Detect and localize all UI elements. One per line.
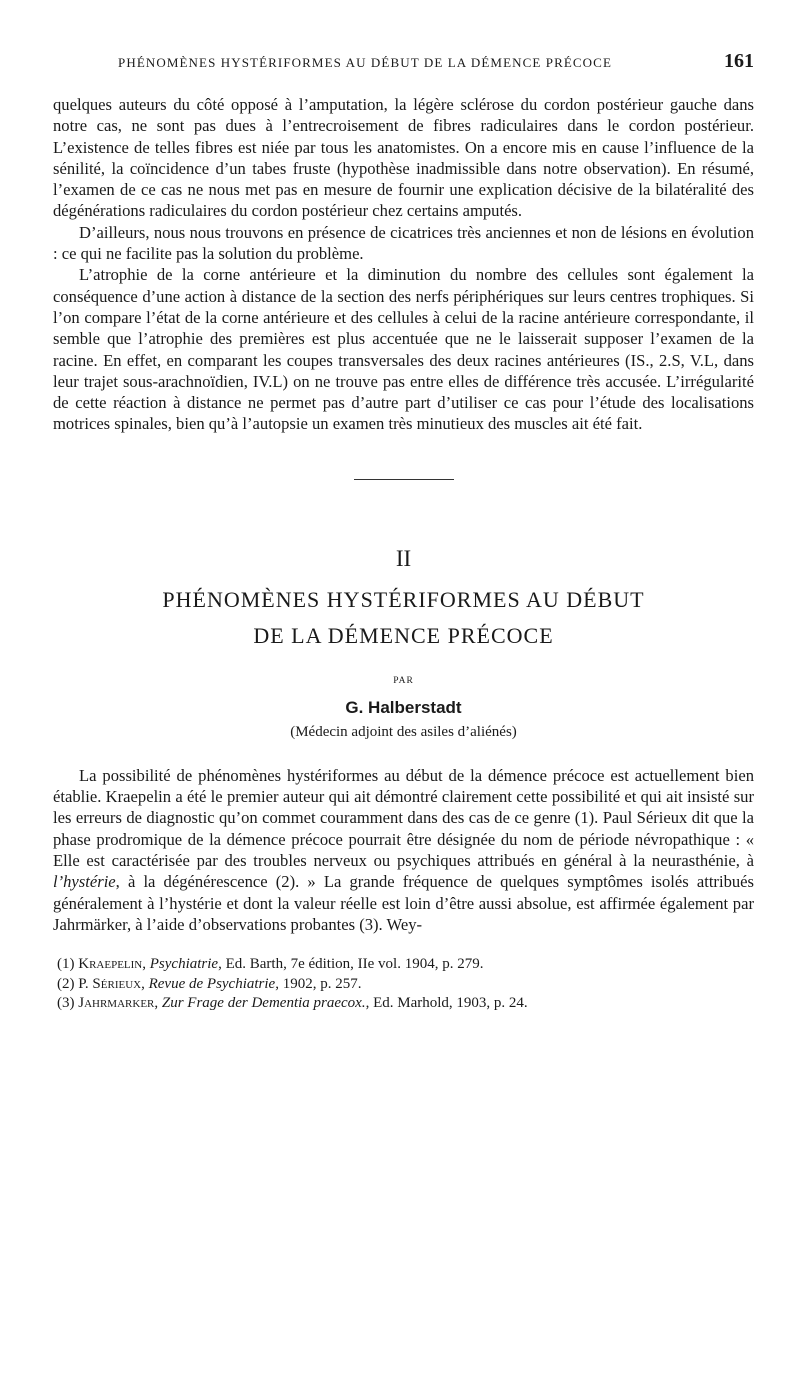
- footnote-details: , Ed. Barth, 7e édition, IIe vol. 1904, p. 279.: [218, 956, 484, 973]
- author-affiliation: (Médecin adjoint des asiles d’aliénés): [290, 723, 517, 740]
- footnote-details: , Ed. Marhold, 1903, p. 24.: [365, 995, 528, 1012]
- article-title: [53, 582, 754, 654]
- footnote: [53, 975, 754, 995]
- footnote-mark: (3): [57, 995, 79, 1012]
- paragraph-continued: quelques auteurs du côté opposé à l’amputation, la légère sclérose du cordon postérieur gauche dans notre cas, ne sont pas dues à l’entrecroisement de fibres radiculaires dans le cordon postérieur. L’existence de telles fibres est niée par tous les anatomistes. On a encore mis en cause l’influence de la sénilité, la coïncidence d’un tabes fruste (hypothèse inadmissible dans notre observation). En résumé, l’examen de ce cas ne nous met pas en mesure de fournir une explication décisive de la bilatéralité des dégénérations radiculaires du cordon postérieur chez certains amputés.: [53, 95, 754, 221]
- running-header: [118, 50, 754, 73]
- paragraph-text: La possibilité de phénomènes hystériformes au début de la démence précoce est actuellement bien établie. Kraepelin a été le premier auteur qui ait démontré clairement cette possibilité et qui ait insisté sur les erreurs de diagnostic qu’on commet couramment dans des cas de ce genre (1). Paul Sérieux dit que la phase prodromique de la démence précoce pourrait être désignée du nom de période névropathique : « Elle est caractérisée par des troubles nerveux ou psychiques attribués en général à la neurasthénie, à: [53, 765, 754, 870]
- paragraph: [53, 765, 754, 935]
- article-title-line: PHÉNOMÈNES HYSTÉRIFORMES AU DÉBUT: [162, 586, 645, 612]
- footnote-separator: ,: [141, 975, 149, 992]
- footnote: [53, 994, 754, 1014]
- page-body: [53, 94, 754, 1014]
- footnote-mark: (1): [57, 956, 79, 973]
- footnote-work-title: Psychiatrie: [149, 956, 219, 973]
- author-name: G. Halberstadt: [345, 697, 462, 717]
- footnote: [53, 955, 754, 975]
- footnote-author: P. Sérieux: [78, 975, 142, 992]
- footnote-details: , 1902, p. 257.: [275, 975, 362, 992]
- section-number: II: [395, 545, 412, 571]
- footnote-work-title: Revue de Psychiatrie: [148, 975, 276, 992]
- paragraph: L’atrophie de la corne antérieure et la diminution du nombre des cellules sont également la conséquence d’une action à distance de la section des nerfs périphériques sur leurs centres trophiques. Si l’on compare l’état de la corne antérieure et des cellules à celui de la racine antérieure correspondante, il semble que l’atrophie des premières est plus accentuée que ne le laisserait supposer l’examen de la racine. En effet, en comparant les coupes transversales des deux racines antérieures (IS., 2.S, V.L, dans leur trajet sous-arachnoïdien, IV.L) on ne trouve pas entre elles de différence très accusée. L’irrégularité de cette réaction à distance ne permet pas d’autre part d’utiliser ce cas pour l’étude des localisations motrices spinales, bien qu’à l’autopsie un examen très minutieux des muscles ait été fait.: [53, 265, 754, 434]
- emphasis-text: l’hystérie: [53, 872, 116, 892]
- page-number: 161: [724, 50, 754, 72]
- footnote-separator: ,: [142, 956, 150, 973]
- footnote-mark: (2): [57, 975, 79, 992]
- section-divider-rule: [354, 479, 454, 480]
- footnote-work-title: Zur Frage der Dementia praecox.: [161, 995, 366, 1012]
- paragraph-text: , à la dégénérescence (2). » La grande fréquence de quelques symptômes isolés attribués généralement à l’hystérie et dont la valeur réelle est loin d’être aussi absolue, est affirmée également par Jahrmärker, à l’aide d’observations probantes (3). Wey-: [53, 872, 754, 934]
- byline-par: PAR: [393, 675, 414, 686]
- article-title-line: DE LA DÉMENCE PRÉCOCE: [253, 622, 554, 648]
- footnotes: [53, 955, 754, 1014]
- footnote-author: Jahrmarker: [78, 995, 155, 1012]
- footnote-author: Kraepelin: [78, 956, 143, 973]
- running-title: PHÉNOMÈNES HYSTÉRIFORMES AU DÉBUT DE LA DÉMENCE PRÉCOCE: [118, 55, 612, 70]
- paragraph: D’ailleurs, nous nous trouvons en présence de cicatrices très anciennes et non de lésions en évolution : ce qui ne facilite pas la solution du problème.: [53, 222, 754, 264]
- footnote-separator: ,: [154, 995, 162, 1012]
